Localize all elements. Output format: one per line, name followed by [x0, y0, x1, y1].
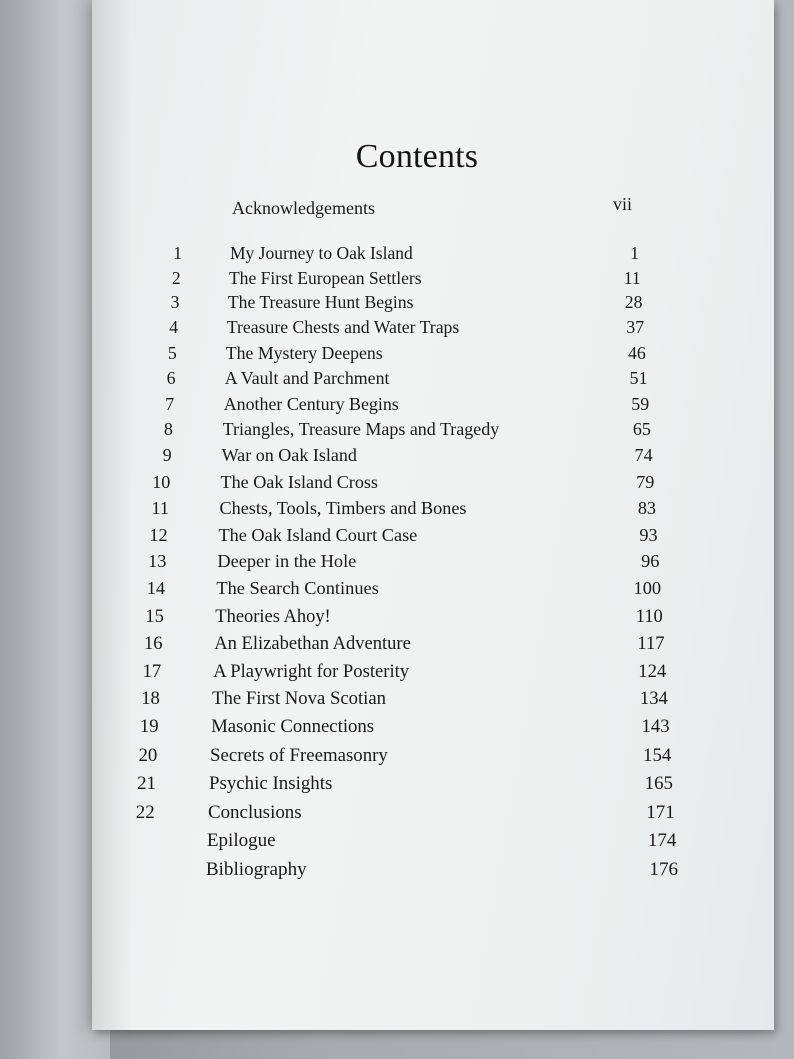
- chapter-number: 10: [152, 471, 171, 492]
- chapter-title: Bibliography: [205, 859, 307, 881]
- chapter-page-number: 51: [629, 368, 648, 388]
- chapter-number: 1: [173, 243, 182, 263]
- chapter-number: 14: [146, 578, 166, 599]
- chapter-number: 11: [151, 498, 169, 518]
- toc-entry: [92, 716, 774, 742]
- toc-entry: [92, 661, 774, 687]
- chapter-page-number: 176: [649, 859, 679, 881]
- chapter-page-number: 46: [628, 342, 646, 363]
- chapter-number: 13: [148, 551, 167, 572]
- chapter-page-number: 110: [635, 605, 663, 626]
- chapter-page-number: 100: [633, 578, 662, 599]
- chapter-title: Treasure Chests and Water Traps: [226, 317, 460, 338]
- chapter-page-number: 79: [636, 471, 655, 492]
- chapter-number: 6: [166, 368, 176, 388]
- chapter-page-number: 11: [623, 267, 641, 288]
- chapter-number: 16: [143, 633, 163, 654]
- toc-entry: [92, 343, 774, 369]
- chapter-number: 12: [149, 524, 168, 545]
- chapter-title: The Oak Island Cross: [220, 471, 378, 492]
- chapter-number: 4: [169, 317, 179, 338]
- book-page: [92, 0, 774, 1030]
- chapter-title: A Vault and Parchment: [224, 368, 390, 388]
- toc-entry: [92, 472, 774, 498]
- toc-entry: [92, 578, 774, 604]
- chapter-title: Theories Ahoy!: [215, 605, 331, 626]
- toc-entry: [92, 268, 774, 294]
- chapter-title: Epilogue: [206, 830, 276, 852]
- toc-entry: [92, 802, 774, 828]
- chapter-number: 5: [167, 342, 177, 363]
- acknowledgements-page: vii: [613, 194, 633, 214]
- chapter-page-number: 124: [638, 660, 667, 682]
- chapter-title: War on Oak Island: [221, 445, 357, 466]
- toc-entry: [92, 419, 774, 445]
- chapter-number: 2: [171, 267, 181, 288]
- chapter-title: The Oak Island Court Case: [218, 524, 418, 545]
- chapter-number: 18: [141, 688, 160, 710]
- chapter-page-number: 174: [647, 830, 677, 852]
- chapter-page-number: 134: [639, 688, 668, 710]
- chapter-page-number: 1: [630, 243, 639, 263]
- chapter-title: Triangles, Treasure Maps and Tragedy: [222, 419, 500, 440]
- toc-entry: [92, 745, 774, 771]
- chapter-page-number: 65: [632, 419, 651, 440]
- chapter-page-number: 93: [639, 524, 658, 545]
- chapter-number: 7: [165, 393, 175, 414]
- chapter-number: 17: [142, 660, 162, 682]
- chapter-number: 21: [137, 773, 156, 794]
- chapter-page-number: 143: [641, 716, 670, 738]
- toc-entry: [92, 830, 774, 856]
- toc-entry: [92, 859, 774, 885]
- chapter-title: The First Nova Scotian: [212, 688, 387, 710]
- chapter-number: 9: [162, 445, 172, 466]
- chapter-page-number: 154: [643, 744, 672, 766]
- toc-entry: [92, 606, 774, 632]
- chapter-title: Secrets of Freemasonry: [210, 744, 388, 766]
- toc-entry: [92, 368, 774, 394]
- chapter-number: 3: [170, 292, 180, 313]
- chapter-title: Psychic Insights: [209, 773, 333, 794]
- chapter-page-number: 117: [637, 633, 665, 654]
- chapter-page-number: 165: [644, 773, 673, 794]
- chapter-number: 22: [135, 801, 155, 823]
- toc-entry: [92, 525, 774, 551]
- toc-entry: [92, 317, 774, 343]
- toc-entry: [92, 688, 774, 714]
- chapter-title: The Mystery Deepens: [225, 342, 383, 363]
- toc-entry: [92, 551, 774, 577]
- chapter-title: An Elizabethan Adventure: [214, 633, 411, 654]
- chapter-page-number: 83: [637, 498, 656, 518]
- chapter-title: Deeper in the Hole: [217, 551, 357, 572]
- toc-entry: [92, 394, 774, 420]
- toc-entry: [92, 773, 774, 799]
- chapter-title: My Journey to Oak Island: [230, 243, 413, 263]
- chapter-number: 15: [145, 605, 164, 626]
- chapter-title: The First European Settlers: [228, 267, 422, 288]
- toc-entry: [92, 633, 774, 659]
- chapter-page-number: 171: [646, 801, 675, 823]
- toc-entry: [92, 243, 774, 269]
- chapter-title: Masonic Connections: [211, 716, 375, 738]
- chapter-title: Conclusions: [207, 801, 302, 823]
- toc-entry: [92, 292, 774, 318]
- chapter-number: 8: [163, 419, 173, 440]
- toc-entry: [92, 445, 774, 471]
- chapter-number: 20: [138, 744, 158, 766]
- acknowledgements-title: Acknowledgements: [232, 198, 375, 218]
- chapter-page-number: 96: [641, 551, 660, 572]
- chapter-page-number: 59: [631, 393, 650, 414]
- chapter-page-number: 74: [634, 445, 653, 466]
- toc-entry: [92, 498, 774, 524]
- chapter-title: The Treasure Hunt Begins: [227, 292, 414, 313]
- chapter-title: A Playwright for Posterity: [213, 660, 410, 682]
- chapter-page-number: 37: [626, 317, 645, 338]
- chapter-page-number: 28: [624, 292, 643, 313]
- chapter-title: Chests, Tools, Timbers and Bones: [219, 498, 467, 518]
- chapter-number: 19: [139, 716, 159, 738]
- chapter-title: Another Century Begins: [223, 393, 399, 414]
- table-of-contents: [92, 0, 774, 1030]
- page-title: Contents: [355, 138, 479, 175]
- chapter-title: The Search Continues: [216, 578, 379, 599]
